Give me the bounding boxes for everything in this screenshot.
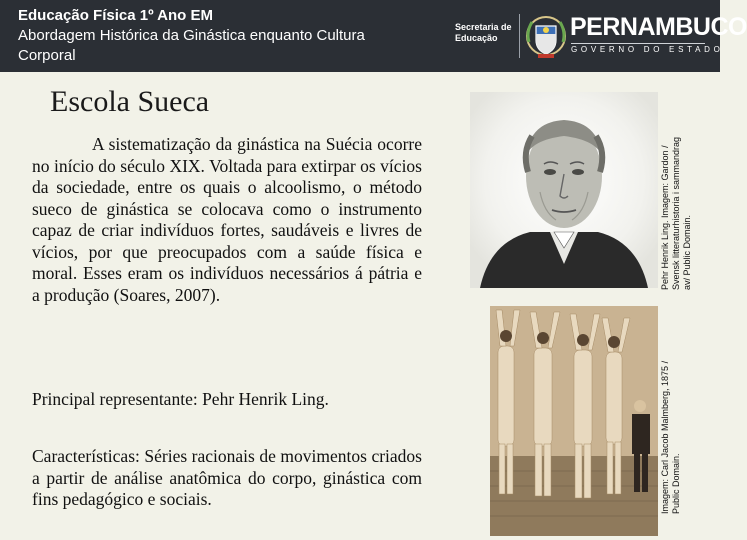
header-title bbox=[18, 6, 438, 66]
representative-text: Principal representante: Pehr Henrik Ling. bbox=[32, 389, 329, 409]
brand-rule bbox=[571, 43, 705, 44]
characteristics-text: Características: Séries racionais de movimentos criados a partir de análise anatômica do corpo, ginástica com fins pedagógico e sociais. bbox=[32, 446, 422, 509]
secretaria-logo-text bbox=[455, 22, 517, 44]
header-divider bbox=[519, 14, 520, 58]
portrait-credit-line2: Svensk litteraturhistoria i sammandrag bbox=[671, 136, 681, 290]
header-title-line3: Corporal bbox=[18, 47, 76, 64]
photo-credit-line1: Imagem: Carl Jacob Malmberg, 1875 / bbox=[660, 360, 670, 514]
brand-name: PERNAMBUCO bbox=[570, 13, 747, 41]
photo-credit bbox=[660, 304, 682, 514]
brand-subtitle: GOVERNO DO ESTADO bbox=[571, 45, 724, 54]
secretaria-line1: Secretaria de bbox=[455, 22, 512, 32]
header-bar bbox=[0, 0, 747, 72]
portrait-credit bbox=[660, 90, 693, 290]
section-title: Escola Sueca bbox=[50, 85, 210, 118]
coat-of-arms-icon bbox=[524, 12, 568, 60]
secretaria-line2: Educação bbox=[455, 33, 498, 43]
header-title-line1: Educação Física 1º Ano EM bbox=[18, 7, 213, 24]
photo-credit-line2: Public Domain. bbox=[671, 453, 681, 514]
header-title-line2: Abordagem Histórica da Ginástica enquanto Cultura bbox=[18, 27, 365, 44]
portrait-credit-line1: Pehr Henrik Ling. Imagem: Gardon / bbox=[660, 145, 670, 290]
body-paragraph: A sistematização da ginástica na Suécia ocorre no início do século XIX. Voltada para extirpar os vícios da sociedade, entre os quais o alcoolismo, o método sueco de ginástica se colocava como o instrumento capaz de criar indivíduos fortes, saudáveis e livres de vícios, por que preocupados com a saúde física e moral. Esses eram os indivíduos necessários á pátria e a produção (Soares, 2007). bbox=[32, 134, 422, 305]
gymnasts-photo bbox=[490, 306, 658, 536]
portrait-credit-line3: av/ Public Domain. bbox=[682, 214, 692, 290]
portrait-image bbox=[470, 92, 658, 288]
